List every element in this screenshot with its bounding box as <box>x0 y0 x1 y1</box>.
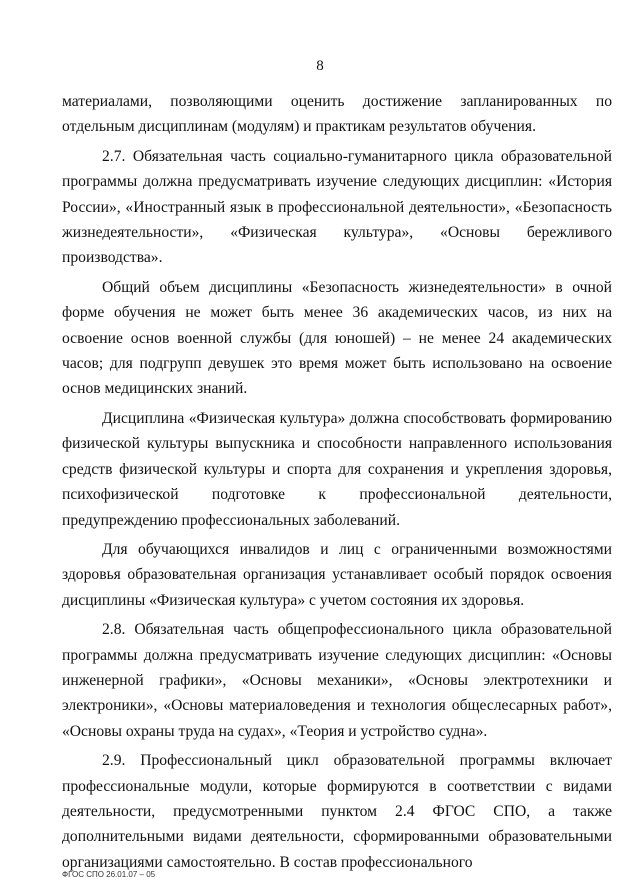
paragraph-2-9: 2.9. Профессиональный цикл образовательной программы включает профессиональные модули, которые формируются в соответствии с видами деятельности, предусмотренными пунктом 2.4 ФГОС СПО, а также дополнительными видами деятельности, сформированными образовательными организациями самостоятельно. В состав профессионального <box>62 752 612 871</box>
paragraph-2-7: 2.7. Обязательная часть социально-гуманитарного цикла образовательной программы должна предусматривать изучение следующих дисциплин: «История России», «Иностранный язык в профессиональной деятельности», «Безопасность жизнедеятельности», «Физическая культура», «Основы бережливого производства». <box>62 147 612 267</box>
paragraph-physical-culture: Дисциплина «Физическая культура» должна способствовать формированию физической культуры выпускника и способности направленного использования средств физической культуры и спорта для сохранения и укрепления здоровья, психофизической подготовке к профессиональной деятельности, предупреждению профессиональных заболеваний. <box>62 409 612 529</box>
paragraph-2-8: 2.8. Обязательная часть общепрофессионального цикла образовательной программы должна предусматривать изучение следующих дисциплин: «Основы инженерной графики», «Основы механики», «Основы электротехники и электроники», «Основы материаловедения и технология общеслесарных работ», «Основы охраны труда на судах», «Теория и устройство судна». <box>62 621 612 740</box>
paragraph-disabled-students: Для обучающихся инвалидов и лиц с ограниченными возможностями здоровья образовательная организация устанавливает особый порядок освоения дисциплины «Физическая культура» с учетом состояния их здоровья. <box>62 540 612 609</box>
paragraph-continuation: материалами, позволяющими оценить достижение запланированных по отдельным дисциплинам (модулям) и практикам результатов обучения. <box>62 93 612 136</box>
page-number: 8 <box>316 58 324 74</box>
paragraph-bzh-volume: Общий объем дисциплины «Безопасность жизнедеятельности» в очной форме обучения не может быть менее 36 академических часов, из них на освоение основ военной службы (для юношей) – не менее 24 академических часов; для подгрупп девушек это время может быть использовано на освоение основ медицинских знаний. <box>62 278 612 398</box>
body-text <box>62 89 612 879</box>
document-footer: ФГОС СПО 26.01.07 – 05 <box>62 870 156 879</box>
